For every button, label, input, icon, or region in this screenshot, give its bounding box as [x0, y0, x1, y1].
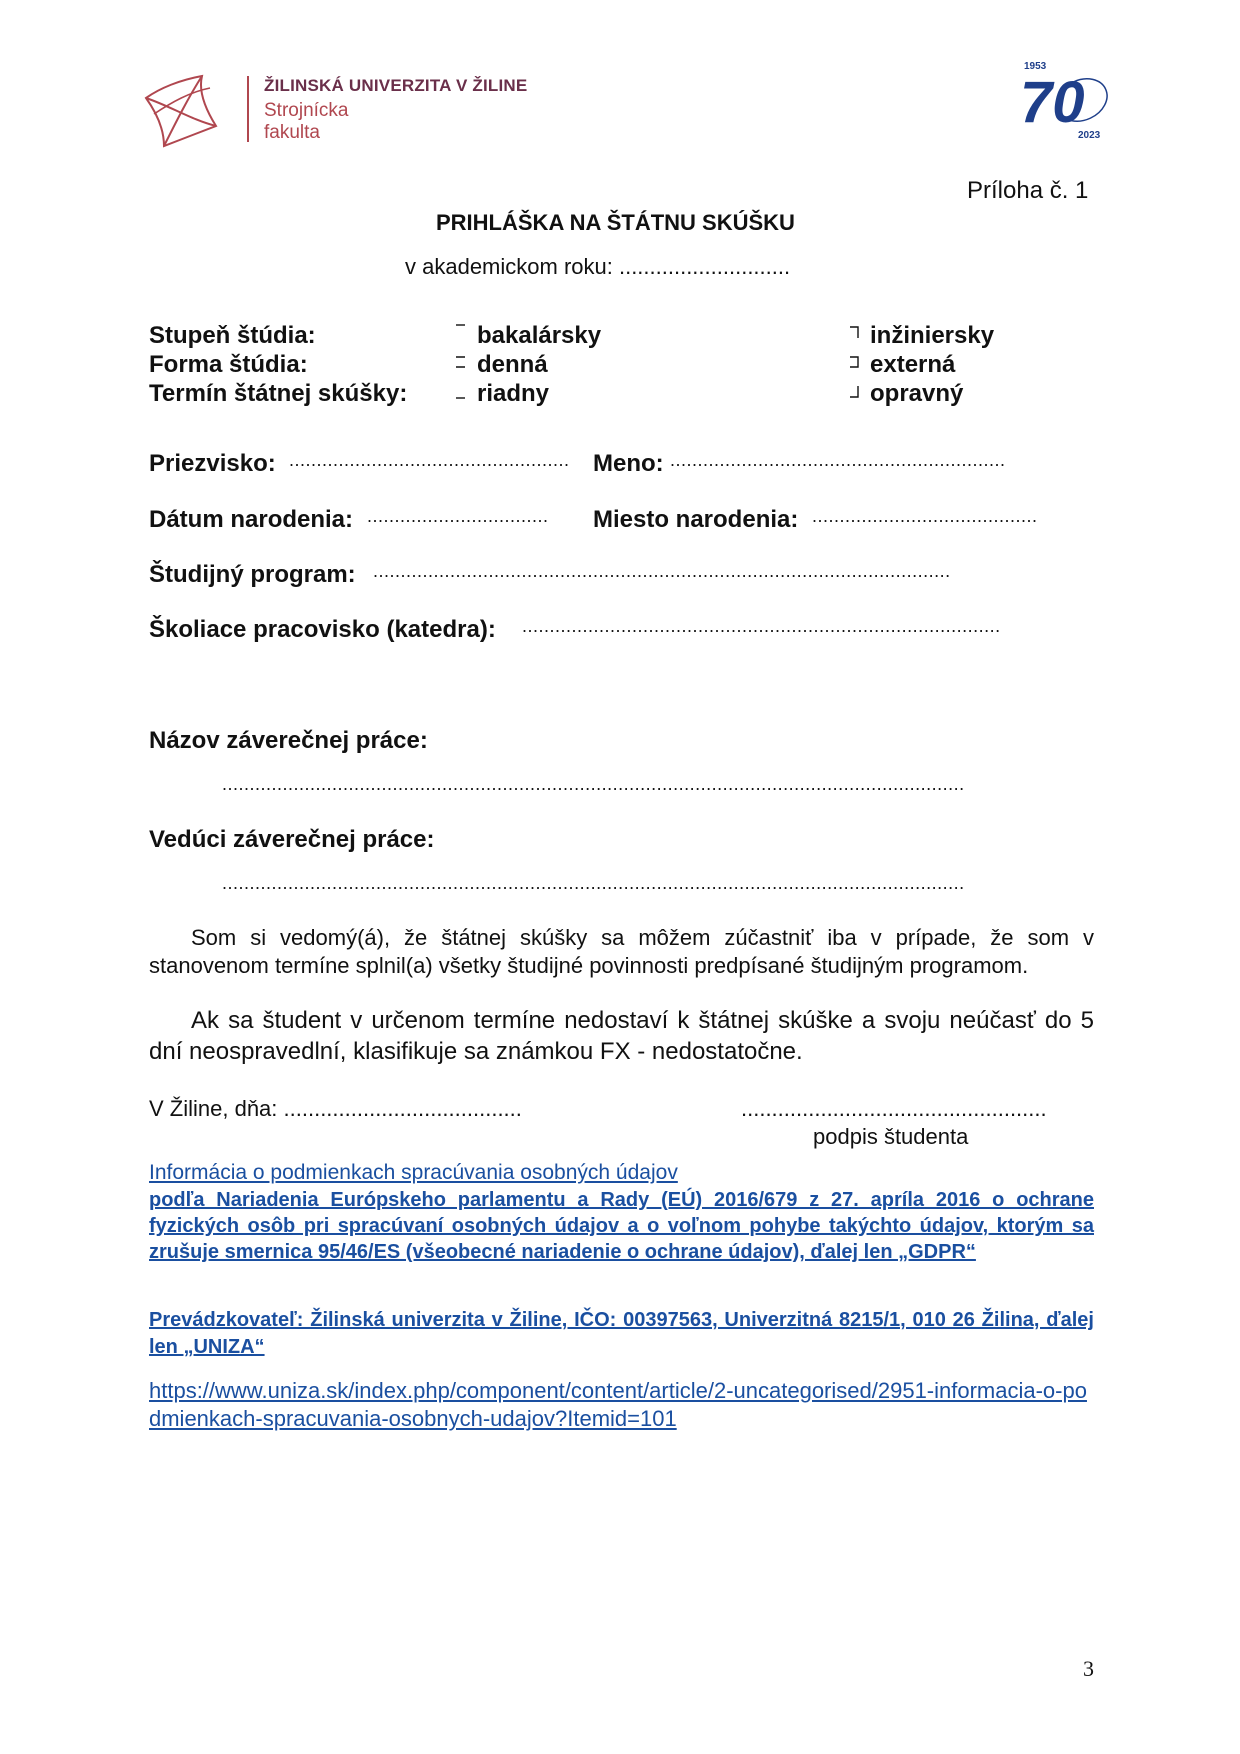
- checkbox-retake[interactable]: [849, 386, 859, 398]
- department-label: Školiace pracovisko (katedra):: [149, 616, 496, 643]
- checkbox-engineer[interactable]: [849, 326, 859, 338]
- page-number: 3: [1083, 1656, 1094, 1681]
- university-logo-mark: [140, 70, 222, 150]
- gdpr-url-link[interactable]: https://www.uniza.sk/index.php/component/content/article/2-uncategorised/2951-informacia-o-podmienkach-spracuvania-osobnych-udajov?Itemid=101: [149, 1378, 1087, 1431]
- surname-label: Priezvisko:: [149, 450, 276, 477]
- signature-label: podpis študenta: [813, 1124, 969, 1149]
- study-level-label: Stupeň štúdia:: [149, 322, 316, 349]
- option-engineer: inžiniersky: [870, 322, 995, 349]
- exam-term-label: Termín štátnej skúšky:: [149, 380, 408, 407]
- checkbox-parttime[interactable]: [849, 356, 859, 368]
- study-form-label: Forma štúdia:: [149, 351, 308, 378]
- option-fulltime: denná: [477, 351, 548, 378]
- gdpr-operator-text[interactable]: Prevádzkovateľ: Žilinská univerzita v Žiline, IČO: 00397563, Univerzitná 8215/1, 010 26 Žilina, ďalej len „UNIZA“: [149, 1309, 1094, 1358]
- birth-place-field[interactable]: .........................................: [812, 506, 1038, 526]
- declaration-paragraph: Som si vedomý(á), že štátnej skúšky sa môžem zúčastniť iba v prípade, že som v stanovenom termíne splnil(a) všetky študijné povinnosti predpísané študijným programom.: [149, 925, 1094, 978]
- surname-field[interactable]: ...................................................: [289, 450, 570, 470]
- study-program-label: Študijný program:: [149, 561, 356, 588]
- university-name: ŽILINSKÁ UNIVERZITA V ŽILINE: [264, 76, 528, 95]
- place-date-field[interactable]: V Žiline, dňa: .......................................: [149, 1096, 522, 1121]
- absence-paragraph: Ak sa študent v určenom termíne nedostaví k štátnej skúške a svoju neúčasť do 5 dní neospravedlní, klasifikuje sa známkou FX - nedostatočne.: [149, 1007, 1094, 1065]
- anniversary-logo: [1020, 58, 1120, 144]
- logo-divider: [247, 76, 249, 142]
- checkbox-bachelor[interactable]: [456, 324, 466, 336]
- checkbox-fulltime[interactable]: [456, 356, 466, 368]
- option-parttime: externá: [870, 351, 956, 378]
- academic-year-field[interactable]: v akademickom roku: ............................: [405, 254, 791, 279]
- thesis-title-field[interactable]: .......................................................................................................................................: [222, 774, 965, 794]
- name-label: Meno:: [593, 450, 664, 477]
- faculty-name-line2: fakulta: [264, 122, 320, 143]
- faculty-name-line1: Strojnícka: [264, 100, 349, 121]
- supervisor-field[interactable]: .......................................................................................................................................: [222, 873, 965, 893]
- anniversary-start-year: 1953: [1024, 61, 1047, 72]
- annex-label: Príloha č. 1: [967, 177, 1089, 204]
- birth-place-label: Miesto narodenia:: [593, 506, 799, 533]
- department-field[interactable]: .......................................................................................: [522, 616, 1001, 636]
- option-regular: riadny: [477, 380, 550, 407]
- study-program-field[interactable]: .........................................................................................................: [373, 561, 951, 581]
- option-retake: opravný: [870, 380, 964, 407]
- birth-date-field[interactable]: .................................: [367, 506, 549, 526]
- name-field[interactable]: .............................................................: [670, 450, 1006, 470]
- anniversary-number: 70: [1020, 70, 1085, 135]
- gdpr-info-link[interactable]: Informácia o podmienkach spracúvania osobných údajov: [149, 1161, 678, 1184]
- signature-field[interactable]: ..................................................: [741, 1096, 1047, 1121]
- supervisor-label: Vedúci záverečnej práce:: [149, 826, 435, 853]
- thesis-title-label: Názov záverečnej práce:: [149, 727, 428, 754]
- checkbox-regular[interactable]: [456, 387, 466, 399]
- gdpr-regulation-text[interactable]: podľa Nariadenia Európskeho parlamentu a Rady (EÚ) 2016/679 z 27. apríla 2016 o ochrane fyzických osôb pri spracúvaní osobných údajov a o voľnom pohybe takýchto údajov, ktorým sa zrušuje smernica 95/46/ES (všeobecné nariadenie o ochrane údajov), ďalej len „GDPR“: [149, 1189, 1094, 1263]
- option-bachelor: bakalársky: [477, 322, 602, 349]
- anniversary-end-year: 2023: [1078, 130, 1101, 141]
- birth-date-label: Dátum narodenia:: [149, 506, 354, 533]
- form-title: PRIHLÁŠKA NA ŠTÁTNU SKÚŠKU: [436, 210, 795, 235]
